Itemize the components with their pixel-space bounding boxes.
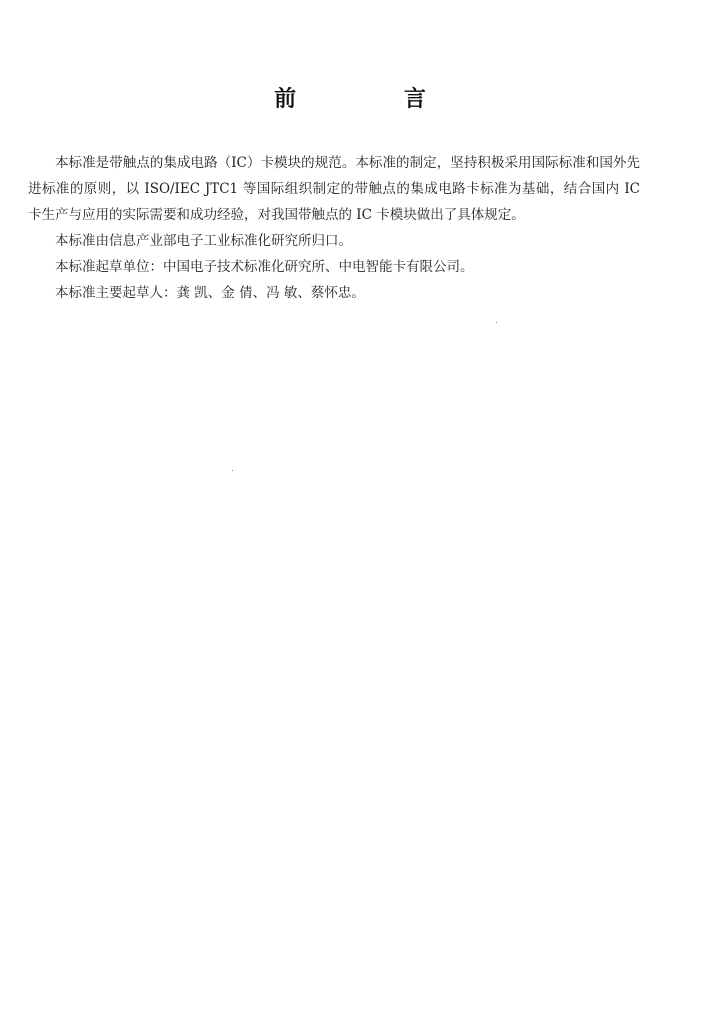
paragraph-scope: 本标准是带触点的集成电路（IC）卡模块的规范。本标准的制定，坚持积极采用国际标准和国外先进标准的原则，以 ISO/IEC JTC1 等国际组织制定的带触点的集成电路卡标准为基础，结合国内 IC 卡生产与应用的实际需要和成功经验，对我国带触点的 IC 卡模块做出了具体规定。 [28,155,640,223]
paragraph-responsible-unit: 本标准由信息产业部电子工业标准化研究所归口。 [55,233,352,249]
page-title: 前 言 [274,86,476,112]
paragraph-drafting-units: 本标准起草单位：中国电子技术标准化研究所、中电智能卡有限公司。 [55,259,474,275]
paragraph-drafters: 本标准主要起草人：龚 凯、金 倩、冯 敏、蔡怀忠。 [55,285,365,301]
foreword-body [28,150,640,306]
scan-speck [232,470,233,471]
scan-speck [496,322,497,323]
